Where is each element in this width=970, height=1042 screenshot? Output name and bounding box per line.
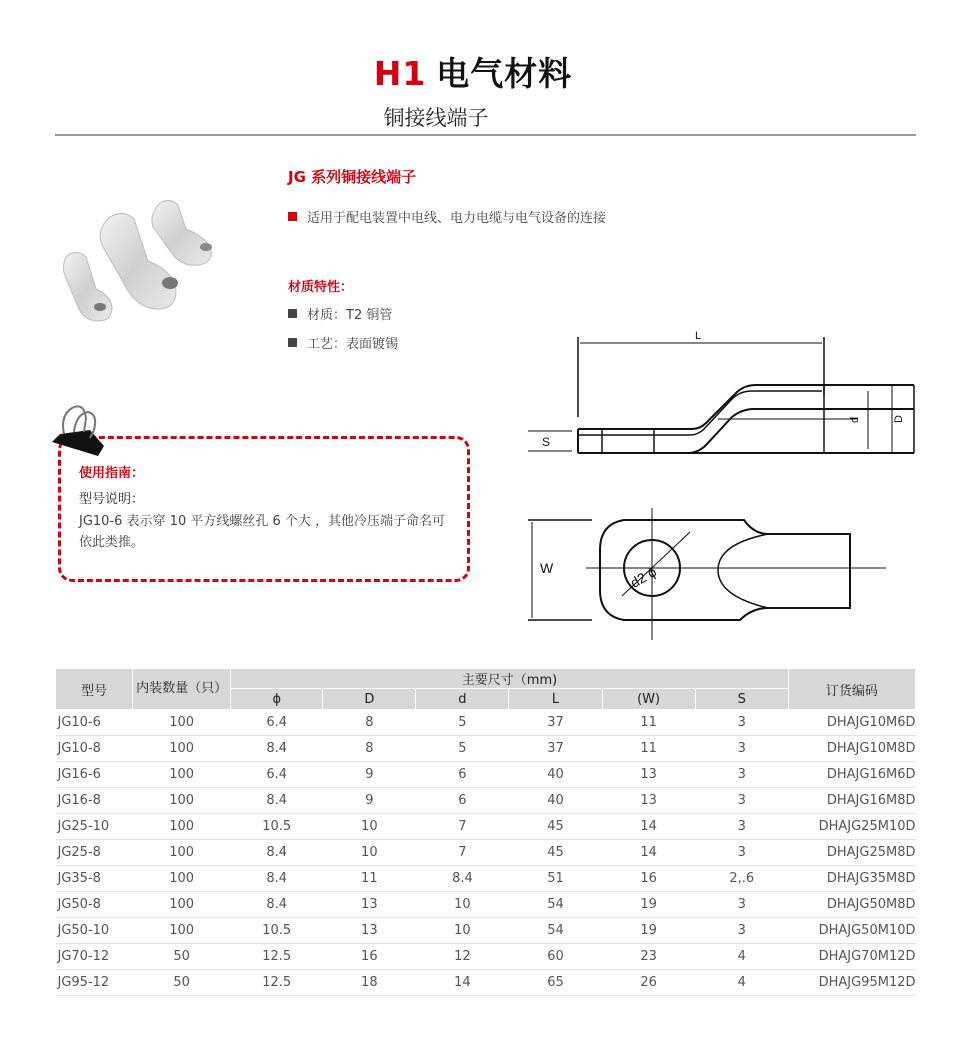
cell-order-code: DHAJG16M6D [788, 762, 915, 788]
header-W: (W) [602, 689, 695, 710]
cell-model: JG10-8 [56, 736, 133, 762]
header-order-code: 订货编码 [788, 669, 915, 710]
square-bullet-icon [288, 309, 297, 318]
cell-S: 2,.6 [695, 866, 788, 892]
cell-order-code: DHAJG10M6D [788, 710, 915, 736]
cell-L: 45 [509, 840, 602, 866]
cell-d: 10 [416, 918, 509, 944]
cell-D: 8 [323, 736, 416, 762]
cell-D: 10 [323, 840, 416, 866]
cell-d: 14 [416, 970, 509, 996]
cell-phi: 6.4 [231, 762, 323, 788]
cell-model: JG50-8 [56, 892, 133, 918]
cell-order-code: DHAJG16M8D [788, 788, 915, 814]
dim-label-d2: d2 ϕ [627, 563, 660, 591]
dim-label-W: W [540, 560, 554, 576]
cell-qty: 100 [133, 762, 231, 788]
cell-L: 54 [509, 918, 602, 944]
cell-phi: 8.4 [231, 866, 323, 892]
cell-L: 37 [509, 736, 602, 762]
material-row [288, 304, 392, 323]
cell-qty: 100 [133, 840, 231, 866]
cell-L: 54 [509, 892, 602, 918]
cell-S: 3 [695, 814, 788, 840]
cell-model: JG10-6 [56, 710, 133, 736]
cell-L: 60 [509, 944, 602, 970]
cell-W: 23 [602, 944, 695, 970]
header-divider [55, 134, 916, 136]
cell-model: JG25-10 [56, 814, 133, 840]
cell-L: 40 [509, 762, 602, 788]
cell-W: 16 [602, 866, 695, 892]
header-S: S [695, 689, 788, 710]
cell-W: 14 [602, 814, 695, 840]
cell-d: 10 [416, 892, 509, 918]
cell-model: JG16-6 [56, 762, 133, 788]
cell-S: 3 [695, 762, 788, 788]
table-row [56, 814, 916, 840]
cell-phi: 8.4 [231, 736, 323, 762]
cell-D: 9 [323, 762, 416, 788]
cell-model: JG25-8 [56, 840, 133, 866]
dim-label-S: S [542, 435, 551, 449]
cell-d: 5 [416, 710, 509, 736]
cell-order-code: DHAJG95M12D [788, 970, 915, 996]
lug-small-icon [152, 200, 212, 265]
product-photo [62, 195, 242, 325]
cell-L: 65 [509, 970, 602, 996]
cell-D: 18 [323, 970, 416, 996]
cell-order-code: DHAJG25M10D [788, 814, 915, 840]
cell-d: 8.4 [416, 866, 509, 892]
table-row [56, 892, 916, 918]
process-text: 工艺：表面镀锡 [307, 337, 399, 352]
cell-model: JG50-10 [56, 918, 133, 944]
page-title [0, 48, 946, 95]
cell-W: 19 [602, 892, 695, 918]
cell-order-code: DHAJG50M8D [788, 892, 915, 918]
guide-subtitle: 型号说明： [79, 492, 145, 507]
table-row [56, 944, 916, 970]
cell-L: 45 [509, 814, 602, 840]
header-dims: 主要尺寸（mm) [231, 669, 789, 689]
cell-qty: 50 [133, 970, 231, 996]
header-qty: 内装数量（只） [133, 669, 231, 710]
cell-qty: 100 [133, 918, 231, 944]
top-view-drawing [522, 500, 892, 645]
cell-phi: 10.5 [231, 814, 323, 840]
cell-d: 6 [416, 762, 509, 788]
cell-phi: 10.5 [231, 918, 323, 944]
table-row [56, 762, 916, 788]
cell-qty: 100 [133, 710, 231, 736]
spec-table-body [56, 710, 916, 996]
cell-W: 13 [602, 762, 695, 788]
cell-L: 51 [509, 866, 602, 892]
cell-qty: 100 [133, 788, 231, 814]
cell-phi: 12.5 [231, 970, 323, 996]
cell-d: 7 [416, 814, 509, 840]
cell-model: JG95-12 [56, 970, 133, 996]
side-view-drawing [522, 325, 922, 465]
cell-qty: 50 [133, 944, 231, 970]
cell-order-code: DHAJG70M12D [788, 944, 915, 970]
cell-qty: 100 [133, 866, 231, 892]
cell-S: 3 [695, 736, 788, 762]
guide-text: JG10-6 表示穿 10 平方线螺丝孔 6 个大 ，其他冷压端子命名可依此类推。 [79, 514, 446, 550]
cell-d: 5 [416, 736, 509, 762]
header-D: D [323, 689, 416, 710]
guide-heading: 使用指南： [79, 466, 145, 481]
header-d: d [416, 689, 509, 710]
dim-label-D: D [893, 415, 905, 423]
dim-label-d: d [849, 416, 861, 423]
cell-S: 3 [695, 788, 788, 814]
cell-model: JG16-8 [56, 788, 133, 814]
cell-S: 3 [695, 710, 788, 736]
cell-phi: 8.4 [231, 788, 323, 814]
table-row [56, 866, 916, 892]
table-row [56, 710, 916, 736]
cell-L: 40 [509, 788, 602, 814]
cell-model: JG35-8 [56, 866, 133, 892]
binder-clip-icon [50, 404, 105, 464]
cell-W: 26 [602, 970, 695, 996]
cell-D: 16 [323, 944, 416, 970]
cell-D: 9 [323, 788, 416, 814]
cell-qty: 100 [133, 814, 231, 840]
cell-phi: 12.5 [231, 944, 323, 970]
square-bullet-icon [288, 212, 297, 221]
cell-S: 4 [695, 970, 788, 996]
application-text: 适用于配电装置中电线、电力电缆与电气设备的连接 [307, 211, 607, 226]
series-title: JG 系列铜接线端子 [288, 168, 417, 186]
cell-d: 12 [416, 944, 509, 970]
cell-order-code: DHAJG10M8D [788, 736, 915, 762]
lug-front-icon [64, 252, 113, 321]
cell-W: 14 [602, 840, 695, 866]
cell-model: JG70-12 [56, 944, 133, 970]
section-code: H1 [373, 54, 427, 93]
cell-order-code: DHAJG35M8D [788, 866, 915, 892]
cell-d: 6 [416, 788, 509, 814]
cell-D: 10 [323, 814, 416, 840]
table-row [56, 840, 916, 866]
cell-D: 8 [323, 710, 416, 736]
cell-W: 11 [602, 736, 695, 762]
cell-S: 3 [695, 918, 788, 944]
material-heading: 材质特性： [288, 280, 354, 295]
usage-guide-box [58, 436, 470, 582]
cell-D: 13 [323, 892, 416, 918]
cell-D: 13 [323, 918, 416, 944]
table-row [56, 918, 916, 944]
page-subtitle: 铜接线端子 [383, 106, 489, 130]
section-title: 电气材料 [436, 54, 573, 93]
square-bullet-icon [288, 338, 297, 347]
header-phi: ϕ [231, 689, 323, 710]
cell-D: 11 [323, 866, 416, 892]
header-L: L [509, 689, 602, 710]
cell-order-code: DHAJG25M8D [788, 840, 915, 866]
cell-W: 11 [602, 710, 695, 736]
table-row [56, 970, 916, 996]
cell-L: 37 [509, 710, 602, 736]
material-text: 材质：T2 铜管 [307, 308, 393, 323]
cell-W: 19 [602, 918, 695, 944]
cell-qty: 100 [133, 736, 231, 762]
cell-d: 7 [416, 840, 509, 866]
cell-order-code: DHAJG50M10D [788, 918, 915, 944]
cell-S: 3 [695, 840, 788, 866]
cell-S: 3 [695, 892, 788, 918]
cell-phi: 8.4 [231, 892, 323, 918]
table-row [56, 788, 916, 814]
cell-W: 13 [602, 788, 695, 814]
table-row [56, 736, 916, 762]
spec-table [55, 668, 916, 996]
cell-phi: 8.4 [231, 840, 323, 866]
process-row [288, 333, 398, 352]
cell-S: 4 [695, 944, 788, 970]
cell-qty: 100 [133, 892, 231, 918]
header-model: 型号 [56, 669, 133, 710]
dim-label-L: L [695, 330, 702, 342]
application-row [288, 207, 606, 226]
cell-phi: 6.4 [231, 710, 323, 736]
